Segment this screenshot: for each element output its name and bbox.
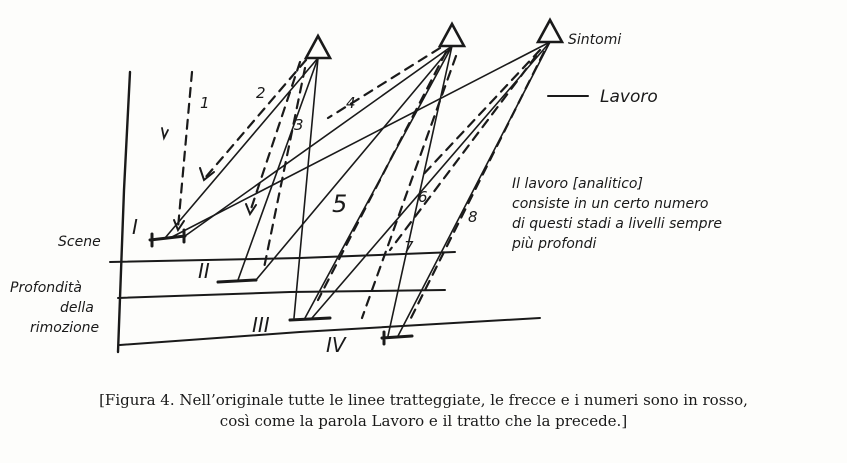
arrow-heads (174, 168, 256, 230)
level-label-IV: IV (326, 333, 346, 357)
small-arrow (162, 128, 168, 138)
figure-caption (0, 390, 847, 432)
scenes-label: Scene (58, 234, 101, 250)
depth-label-line-2: della (60, 300, 94, 316)
note-line-3: di questi stadi a livelli sempre (512, 216, 722, 232)
step-number-6: 6 (418, 188, 428, 206)
step-number-5: 5 (332, 190, 348, 218)
dashed-lines (178, 48, 544, 320)
note-line-4: più profondi (512, 236, 597, 252)
step-number-2: 2 (256, 84, 266, 102)
work-legend-label: Lavoro (600, 87, 658, 107)
depth-label-line-3: rimozione (30, 320, 100, 336)
scene-marker-IV (382, 332, 412, 344)
caption-line-1: [Figura 4. Nell’originale tutte le linee tratteggiate, le frecce e i numeri sono in rosso, (99, 391, 748, 409)
scene-marker-II (218, 280, 256, 282)
caption-line-2: così come la parola Lavoro e il tratto che la precede.] (219, 412, 628, 430)
step-number-4: 4 (346, 94, 356, 112)
level-label-I: I (132, 215, 138, 239)
note-line-2: consiste in un certo numero (512, 196, 709, 212)
step-number-3: 3 (294, 116, 304, 134)
note-line-1: Il lavoro [analitico] (512, 176, 643, 192)
symptoms-label: Sintomi (568, 32, 622, 48)
level-label-III: III (252, 313, 270, 337)
depth-label-line-1: Profondità (10, 280, 82, 296)
step-number-8: 8 (468, 208, 478, 226)
step-number-1: 1 (200, 94, 210, 112)
level-label-II: II (198, 259, 210, 283)
symptom-triangle-1 (306, 36, 330, 58)
step-number-7: 7 (404, 238, 414, 256)
symptom-triangle-3 (538, 20, 562, 42)
scene-marker-III (290, 318, 330, 320)
symptom-triangle-2 (440, 24, 464, 46)
vertical-axis (118, 72, 130, 352)
